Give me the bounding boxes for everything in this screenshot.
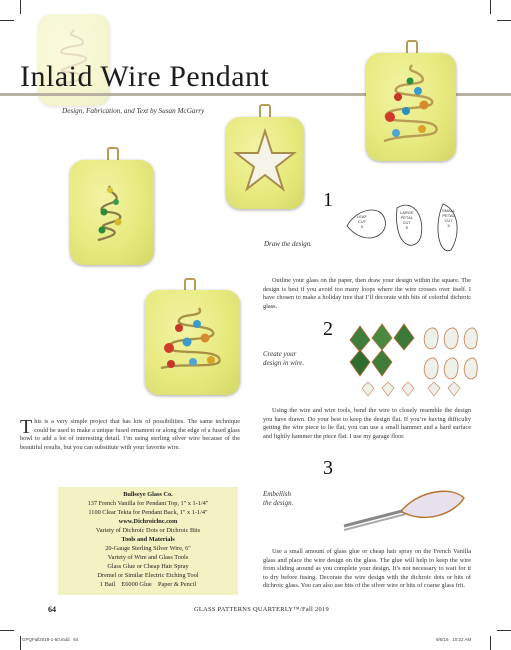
instruction-paragraph-2: Using the wire and wire tools, bend the wire to closely resemble the design you have drawn. Do your best to keep the design flat. If you’re having difficulty getting the wire piece to lie flat, you can use a small hammer and a hard surface and lightly hammer the piece flat. I use my garage floor.: [263, 407, 471, 440]
step-caption: Draw the design.: [264, 240, 313, 248]
drop-cap: T: [20, 416, 33, 438]
file-timestamp: 9/5/19 10:22 AM: [436, 637, 472, 642]
materials-item: 137 French Vanilla for Pendant Top, 1" x 1-1/4": [87, 500, 209, 507]
materials-box: [58, 487, 238, 595]
materials-item: 1100 Clear Tekta for Pendant Back, 1" x 1-1/4": [88, 509, 208, 516]
step-2-wire-leaves-photo: [342, 318, 482, 398]
step-caption: Embellish the design.: [263, 490, 294, 507]
crop-mark: [497, 630, 511, 631]
step-3-tweezers-photo: [340, 480, 468, 538]
tools-item: Dremel or Similar Electric Etching Tool: [97, 572, 199, 579]
tools-item: Variety of Wire and Glass Tools: [107, 554, 189, 561]
step-caption: Create your design in wire.: [263, 350, 305, 367]
crop-mark: [490, 0, 491, 14]
pendant-photo-tree-medium: [145, 290, 240, 395]
step-number: 2: [323, 318, 333, 340]
crop-mark: [490, 636, 491, 650]
pendant-photo-tree-large: [366, 53, 456, 161]
instruction-paragraph-3: Use a small amount of glass glue or cheap hair spray on the French Vanilla glass and place the wire design on the glass. The glue will help to keep the wire from sliding around as you complete your design. It’s not necessary to wait for it to dry before fusing. Decorate the wire design with the dichroic dots or bits of dichroic glass. You can also use bits of the silver wire or bits of coarse glass frit.: [263, 548, 471, 590]
tools-heading: Tools and Materials: [121, 536, 175, 543]
pendant-photo-tree-small: [70, 160, 154, 265]
sketch-label-leaf: LEAF CUT 5: [357, 214, 368, 229]
magazine-footer: GLASS PATTERNS QUARTERLY™/Fall 2019: [194, 606, 329, 613]
sketch-label-large-petal: LARGE PETAL CUT 5: [400, 210, 414, 230]
materials-vendor: Bullseye Glass Co.: [123, 491, 173, 498]
crop-mark: [20, 636, 21, 650]
tweezers-leaf-icon: [340, 480, 468, 538]
tools-item: Glass Glue or Cheap Hair Spray: [107, 563, 189, 570]
page-number: 64: [48, 605, 56, 614]
page-title: Inlaid Wire Pendant: [20, 60, 270, 93]
step-number: 1: [323, 189, 333, 211]
star-wire-icon: [226, 117, 304, 209]
step-number: 3: [323, 457, 333, 479]
step-1-sketch-photo: [343, 190, 476, 266]
crop-mark: [0, 20, 14, 21]
byline: Design, Fabrication, and Text by Susan McGarry: [62, 107, 205, 115]
tree-wire-icon: [145, 290, 240, 395]
instruction-paragraph-1: Outline your glass on the paper, then draw your design within the square. The design is best if you avoid too many loops where the wire crosses over itself. I have chosen to make a holiday tree that I’ll decorate with bits of colorful dichroic glass.: [263, 277, 471, 310]
wire-leaves-icon: [342, 318, 482, 398]
crop-mark: [20, 0, 21, 14]
sketch-label-small-petal: SMALL PETAL CUT 5: [442, 208, 456, 228]
tree-wire-icon: [70, 160, 154, 265]
materials-item: Variety of Dichroic Dots or Dichroic Bits: [95, 527, 201, 534]
file-slug: GPQFall2019-1-50.indd 64: [22, 637, 79, 642]
tools-item: 20-Gauge Sterling Silver Wire, 6": [105, 545, 191, 552]
crop-mark: [497, 20, 511, 21]
intro-paragraph: This is a very simple project that has lots of possibilities. The same technique could be used to make a unique fused ornament or along the edge of a fused glass bowl to add a lot of interesting detail. I’m using sterling silver wire because of the beautiful results, but you can substitute with your favorite wire.: [20, 416, 240, 451]
tree-wire-icon: [366, 53, 456, 161]
crop-mark: [0, 630, 14, 631]
tools-item: 1 Bail E6000 Glue Paper & Pencil: [99, 581, 197, 588]
pendant-photo-star: [226, 117, 304, 209]
materials-website: www.Dichroiclnc.com: [118, 518, 178, 525]
